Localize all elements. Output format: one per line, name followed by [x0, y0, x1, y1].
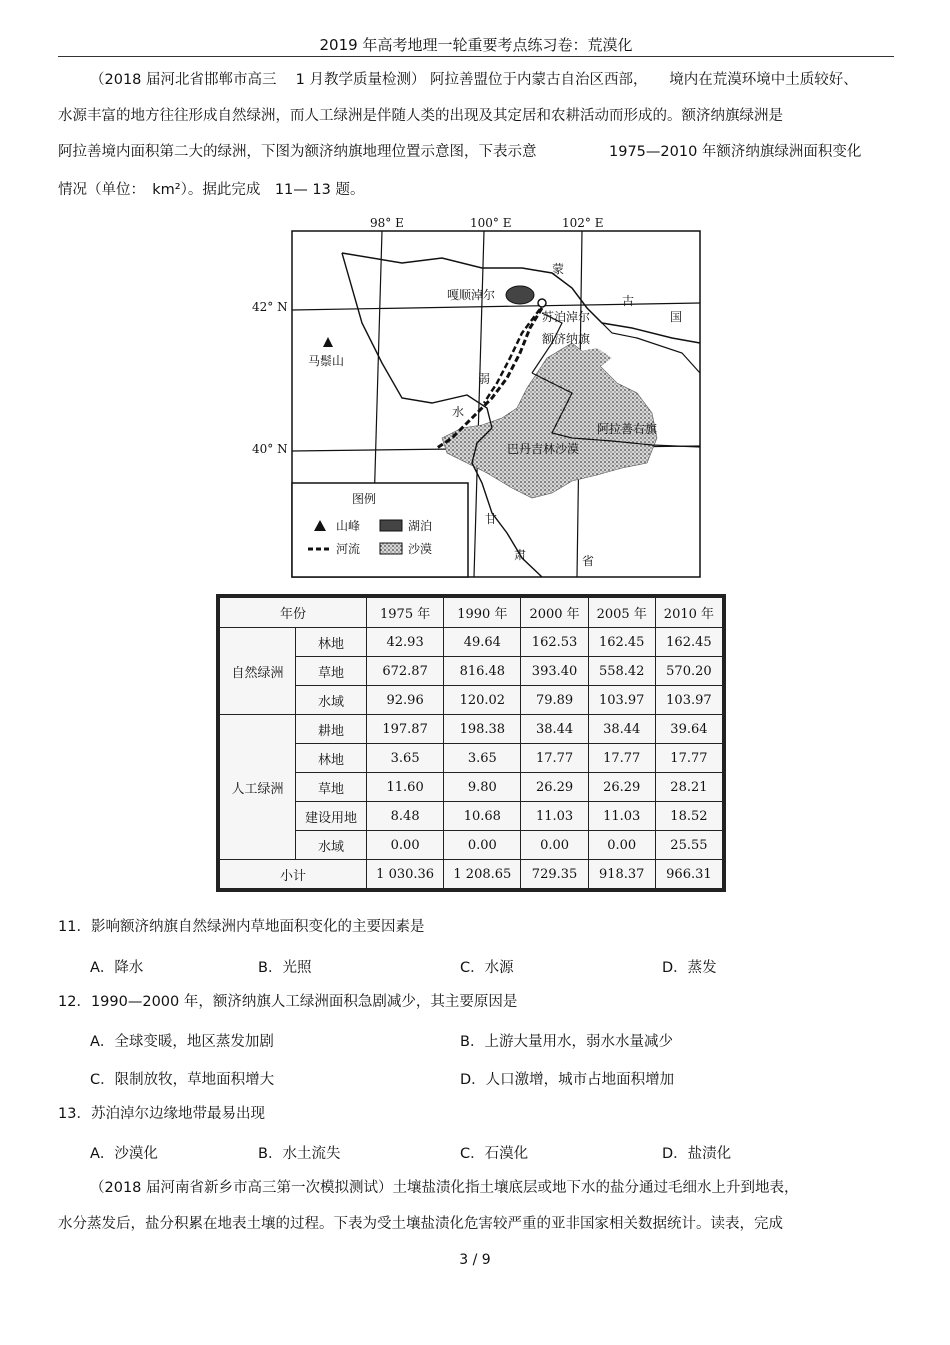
q12-option-b[interactable]: B．上游大量用水，弱水水量减少	[460, 1034, 673, 1050]
passage2-line-1: （2018 届河南省新乡市高三第一次模拟测试）土壤盐渍化指土壤底层或地下水的盐分通过毛细水上升到地表，	[90, 1180, 799, 1196]
q13-option-a[interactable]: A．沙漠化	[90, 1146, 158, 1162]
row-label: 林地	[296, 628, 367, 657]
lake-sogo-nur	[538, 299, 546, 307]
row-label: 林地	[296, 744, 367, 773]
total-cell: 1 030.36	[367, 860, 444, 889]
cell: 79.89	[521, 686, 588, 715]
cell: 103.97	[588, 686, 655, 715]
year-header: 2005 年	[588, 598, 655, 628]
place-label-alxa-right: 阿拉善右旗	[597, 422, 658, 436]
cell: 162.45	[655, 628, 722, 657]
year-header: 1990 年	[444, 598, 521, 628]
lake-label-sogo: 苏泊淖尔	[542, 310, 591, 324]
question-13: 13．苏泊淖尔边缘地带最易出现	[58, 1106, 265, 1122]
lon-label-100: 100° E	[470, 216, 512, 230]
q11-option-a[interactable]: A．降水	[90, 960, 144, 976]
header-rule	[58, 56, 894, 57]
row-label: 建设用地	[296, 802, 367, 831]
total-cell: 966.31	[655, 860, 722, 889]
cell: 0.00	[444, 831, 521, 860]
cell: 42.93	[367, 628, 444, 657]
cell: 816.48	[444, 657, 521, 686]
cell: 26.29	[588, 773, 655, 802]
lat-label-40: 40° N	[252, 442, 288, 456]
q13-option-c[interactable]: C．石漠化	[460, 1146, 529, 1162]
legend-peak-label: 山峰	[336, 519, 361, 533]
place-label-ejina: 额济纳旗	[542, 332, 591, 346]
cell: 92.96	[367, 686, 444, 715]
cell: 39.64	[655, 715, 722, 744]
total-cell: 1 208.65	[444, 860, 521, 889]
q12-option-a[interactable]: A．全球变暖，地区蒸发加剧	[90, 1034, 274, 1050]
cell: 162.53	[521, 628, 588, 657]
passage2-line-2: 水分蒸发后，盐分积累在地表土壤的过程。下表为受土壤盐渍化危害较严重的亚非国家相关数据统计。读表，完成	[58, 1216, 783, 1232]
q12-option-c[interactable]: C．限制放牧，草地面积增大	[90, 1072, 275, 1088]
cell: 25.55	[655, 831, 722, 860]
cell: 17.77	[521, 744, 588, 773]
cell: 11.60	[367, 773, 444, 802]
cell: 28.21	[655, 773, 722, 802]
table-corner: 年份	[220, 598, 367, 628]
gansu-char-1: 甘	[485, 512, 498, 526]
desert-label: 巴丹吉林沙漠	[507, 442, 580, 456]
cell: 11.03	[521, 802, 588, 831]
q12-option-d[interactable]: D．人口激增，城市占地面积增加	[460, 1072, 675, 1088]
question-11: 11．影响额济纳旗自然绿洲内草地面积变化的主要因素是	[58, 919, 425, 935]
cell: 0.00	[367, 831, 444, 860]
year-header: 2000 年	[521, 598, 588, 628]
q13-option-d[interactable]: D．盐渍化	[662, 1146, 732, 1162]
cell: 570.20	[655, 657, 722, 686]
cell: 162.45	[588, 628, 655, 657]
cell: 10.68	[444, 802, 521, 831]
cell: 558.42	[588, 657, 655, 686]
cell: 198.38	[444, 715, 521, 744]
lake-label-gaxun: 嘎顺淖尔	[447, 288, 496, 302]
cell: 0.00	[588, 831, 655, 860]
cell: 18.52	[655, 802, 722, 831]
cell: 393.40	[521, 657, 588, 686]
q11-option-b[interactable]: B．光照	[258, 960, 312, 976]
cell: 3.65	[367, 744, 444, 773]
mongolia-char-2: 古	[622, 294, 635, 308]
cell: 49.64	[444, 628, 521, 657]
question-12: 12．1990—2000 年，额济纳旗人工绿洲面积急剧减少，其主要原因是	[58, 994, 518, 1010]
row-label: 水域	[296, 831, 367, 860]
river-label-2: 水	[452, 405, 465, 419]
legend-river-label: 河流	[336, 542, 361, 556]
q11-option-c[interactable]: C．水源	[460, 960, 514, 976]
year-header: 2010 年	[655, 598, 722, 628]
cell: 197.87	[367, 715, 444, 744]
river-label-1: 弱	[478, 372, 491, 386]
lon-label-98: 98° E	[370, 216, 404, 230]
q11-option-d[interactable]: D．蒸发	[662, 960, 717, 976]
lon-label-102: 102° E	[562, 216, 604, 230]
cell: 3.65	[444, 744, 521, 773]
total-label: 小计	[220, 860, 367, 889]
lake-gaxun-nur	[506, 286, 534, 304]
intro-line-1: （2018 届河北省邯郸市高三 1 月教学质量检测） 阿拉善盟位于内蒙古自治区西部， 境内在荒漠环境中土质较好、	[90, 72, 858, 88]
oasis-area-table	[216, 594, 726, 892]
gansu-char-2: 肃	[514, 548, 527, 562]
total-cell: 918.37	[588, 860, 655, 889]
group-label: 人工绿洲	[220, 715, 296, 860]
legend-title: 图例	[352, 492, 377, 506]
row-label: 草地	[296, 657, 367, 686]
cell: 8.48	[367, 802, 444, 831]
cell: 17.77	[655, 744, 722, 773]
legend-lake-icon	[380, 520, 402, 531]
cell: 103.97	[655, 686, 722, 715]
row-label: 水域	[296, 686, 367, 715]
legend-desert-icon	[380, 543, 402, 554]
location-map	[252, 213, 702, 583]
cell: 672.87	[367, 657, 444, 686]
lat-label-42: 42° N	[252, 300, 288, 314]
total-cell: 729.35	[521, 860, 588, 889]
mongolia-char-1: 蒙	[552, 262, 565, 276]
intro-line-4: 情况（单位： km²）。据此完成 11— 13 题。	[58, 182, 365, 198]
mountain-label: 马鬃山	[308, 354, 345, 368]
row-label: 草地	[296, 773, 367, 802]
page-header: 2019 年高考地理一轮重要考点练习卷：荒漠化	[319, 36, 633, 54]
mongolia-char-3: 国	[670, 310, 683, 324]
legend-desert-label: 沙漠	[408, 542, 433, 556]
year-header: 1975 年	[367, 598, 444, 628]
cell: 11.03	[588, 802, 655, 831]
legend-lake-label: 湖泊	[408, 519, 433, 533]
row-label: 耕地	[296, 715, 367, 744]
q13-option-b[interactable]: B．水土流失	[258, 1146, 341, 1162]
page-number: 3 / 9	[459, 1252, 491, 1268]
cell: 0.00	[521, 831, 588, 860]
group-label: 自然绿洲	[220, 628, 296, 715]
intro-line-2: 水源丰富的地方往往形成自然绿洲，而人工绿洲是伴随人类的出现及其定居和农耕活动而形成的。额济纳旗绿洲是	[58, 108, 783, 124]
cell: 9.80	[444, 773, 521, 802]
cell: 38.44	[521, 715, 588, 744]
gansu-char-3: 省	[582, 554, 595, 568]
cell: 38.44	[588, 715, 655, 744]
cell: 17.77	[588, 744, 655, 773]
cell: 26.29	[521, 773, 588, 802]
intro-line-3: 阿拉善境内面积第二大的绿洲，下图为额济纳旗地理位置示意图，下表示意 1975—2010 年额济纳旗绿洲面积变化	[58, 144, 862, 160]
cell: 120.02	[444, 686, 521, 715]
